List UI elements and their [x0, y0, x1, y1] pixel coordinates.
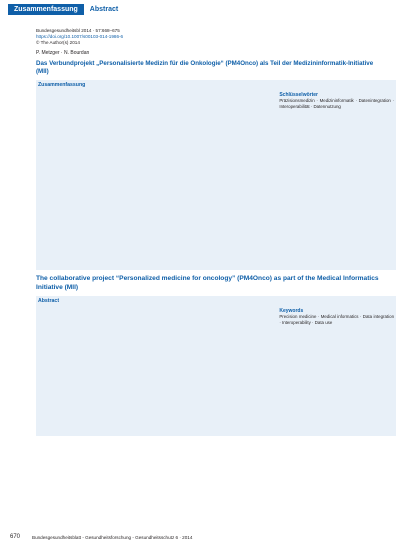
keywords-de-heading: Schlüsselwörter — [279, 92, 318, 98]
body-col-1 — [36, 442, 151, 524]
abstract-de-col-3 — [279, 89, 394, 110]
article-title-de: Das Verbundprojekt „Personalisierte Medizin für die Onkologie“ (PM4Onco) als Teil der Medizininformatik-Initiative (MII) — [36, 60, 374, 75]
page-footer — [0, 530, 413, 544]
abstract-en-col-3 — [279, 305, 394, 326]
body-text — [36, 442, 396, 524]
section-header — [0, 0, 413, 18]
citation-block — [36, 28, 396, 46]
abstract-de-col-2 — [159, 89, 274, 110]
abstract-de-col-1 — [38, 89, 153, 110]
abstract-en-col-2 — [159, 305, 274, 326]
body-col-2 — [159, 442, 274, 524]
abstract-de-heading: Zusammenfassung — [38, 82, 86, 88]
keywords-de: Präzisionsmedizin · Medizininformatik · Datenintegration · Interoperabilität · Datennutzung — [279, 98, 395, 109]
tab-zusammenfassung: Zusammenfassung — [8, 4, 84, 15]
copyright-line: © The Author(s) 2014 — [36, 40, 80, 45]
page-number: 670 — [10, 534, 21, 540]
abstract-en-box — [36, 296, 396, 436]
authors: P. Metzger · N. Bourdan — [36, 50, 90, 56]
tab-abstract: Abstract — [89, 5, 119, 13]
abstract-de-box — [36, 80, 396, 270]
keywords-en: Precision medicine · Medical informatics · Data integration · Interoperability · Data use — [279, 314, 395, 325]
abstract-en-heading: Abstract — [38, 298, 60, 304]
citation-line: Bundesgesundheitsbl 2014 · 57:668–675 — [36, 28, 120, 33]
keywords-en-heading: Keywords — [279, 308, 304, 314]
article-title-en: The collaborative project “Personalized medicine for oncology” (PM4Onco) as part of the Medical Informatics Initiative (MII) — [36, 275, 379, 291]
abstract-en-col-1 — [38, 305, 153, 326]
journal-footer: Bundesgesundheitsblatt - Gesundheitsforschung - Gesundheitsschutz 6 · 2014 — [32, 534, 193, 540]
doi-link[interactable]: https://doi.org/10.1007/s00103-014-1986-6 — [36, 34, 124, 39]
body-col-3 — [281, 442, 396, 524]
